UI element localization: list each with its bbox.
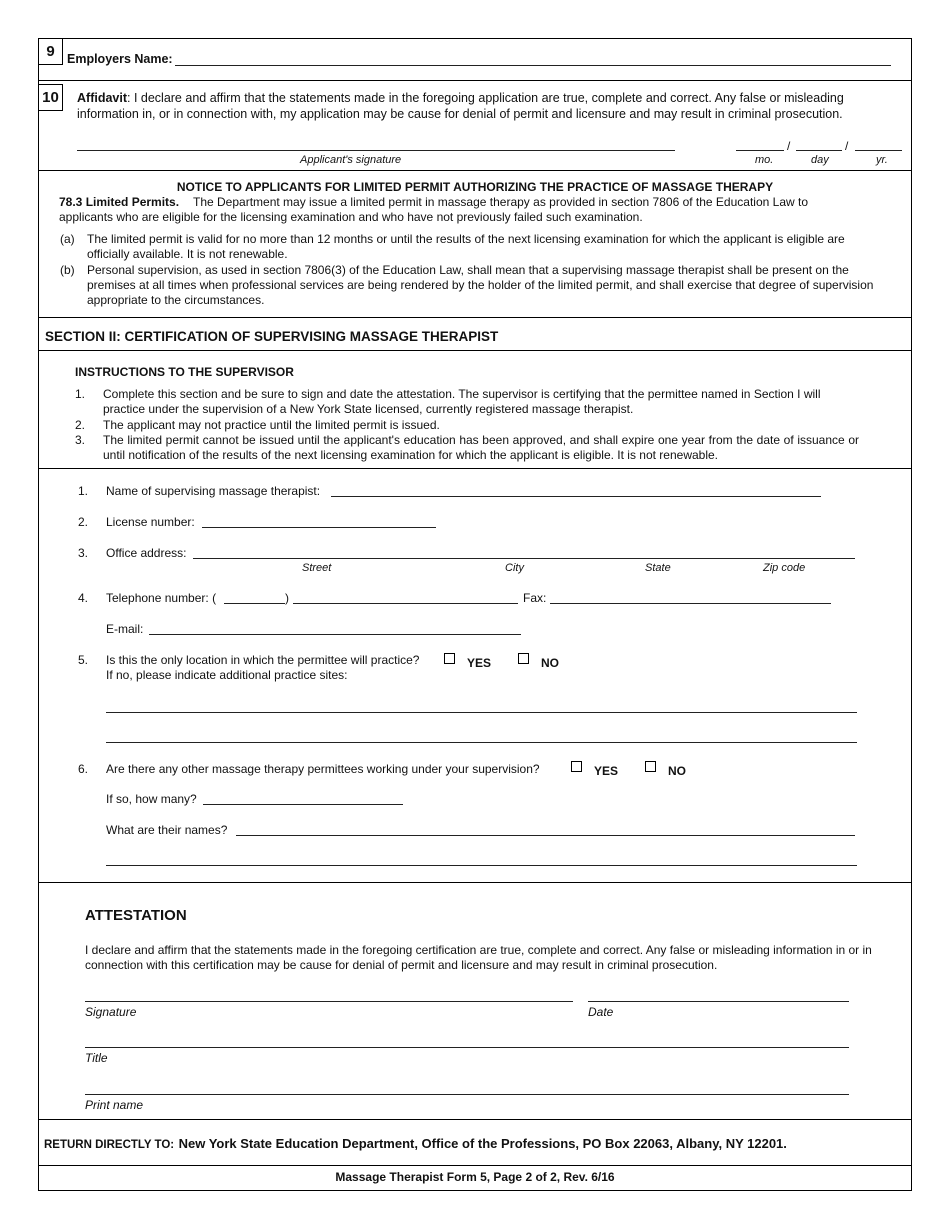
address-city-caption: City: [505, 562, 524, 574]
date-separator: /: [845, 139, 849, 153]
attestation-text: I declare and affirm that the statements made in the foregoing certification are true, complete and correct. Any false or misleading information in or in connection with this certification may be cause for denial of permit and licensure and may result in criminal prosecution.: [85, 943, 872, 972]
practice-sites-field[interactable]: [106, 742, 857, 743]
q1-number: 1.: [78, 484, 89, 498]
divider: [38, 468, 912, 469]
names-label: What are their names?: [106, 823, 228, 837]
office-address-field[interactable]: [193, 558, 855, 559]
date-separator: /: [787, 139, 791, 153]
applicant-signature-caption: Applicant's signature: [300, 154, 402, 166]
notice-item-a-text: The limited permit is valid for no more than 12 months or until the results of the next licensing examination for which the applicant is eligible are officially available. It is not renewable.: [87, 232, 845, 261]
print-name-field[interactable]: [85, 1094, 849, 1095]
q3-label: Office address:: [106, 546, 187, 560]
email-field[interactable]: [149, 634, 521, 635]
applicant-signature-field[interactable]: [77, 150, 675, 151]
telephone-field[interactable]: [293, 603, 518, 604]
attestation-signature-field[interactable]: [85, 1001, 573, 1002]
attestation-title-field[interactable]: [85, 1047, 849, 1048]
q5-yes-label: YES: [467, 656, 492, 670]
q5-yes-checkbox[interactable]: [444, 653, 455, 664]
date-day-field[interactable]: [796, 150, 842, 151]
employers-name-field[interactable]: [175, 65, 891, 66]
notice-title: NOTICE TO APPLICANTS FOR LIMITED PERMIT AUTHORIZING THE PRACTICE OF MASSAGE THERAPY: [176, 180, 774, 194]
instruction-3-text: The limited permit cannot be issued until the applicant's education has been approved, and shall expire one year from the date of issuance or until notification of the results of the next licensing examination for which the applicant is eligible. It is not renewable.: [103, 433, 859, 462]
q5-label: Is this the only location in which the permittee will practice?: [106, 653, 420, 667]
date-year-caption: yr.: [876, 154, 888, 166]
date-month-field[interactable]: [736, 150, 784, 151]
title-caption: Title: [85, 1051, 108, 1065]
fax-field[interactable]: [550, 603, 831, 604]
date-caption: Date: [588, 1005, 614, 1019]
affidavit-paragraph: [77, 91, 907, 122]
attestation-title: ATTESTATION: [85, 907, 187, 924]
fax-label: Fax:: [523, 591, 547, 605]
q2-label: License number:: [106, 515, 195, 529]
q5-no-checkbox[interactable]: [518, 653, 529, 664]
supervisor-name-field[interactable]: [331, 496, 821, 497]
q6-no-checkbox[interactable]: [645, 761, 656, 772]
area-code-field[interactable]: [224, 603, 285, 604]
q4-number: 4.: [78, 591, 89, 605]
item-10-number: 10: [38, 84, 63, 111]
how-many-field[interactable]: [203, 804, 403, 805]
affidavit-label: Affidavit: [77, 91, 127, 105]
instruction-3-marker: 3.: [75, 433, 86, 447]
q6-yes-label: YES: [594, 764, 619, 778]
date-year-field[interactable]: [855, 150, 902, 151]
print-name-caption: Print name: [85, 1098, 144, 1112]
divider: [38, 170, 912, 171]
date-day-caption: day: [811, 154, 829, 166]
address-street-caption: Street: [302, 562, 332, 574]
q5-sub-label: If no, please indicate additional practice sites:: [106, 668, 348, 682]
return-address-line: [44, 1135, 787, 1153]
divider: [38, 350, 912, 351]
divider: [38, 1119, 912, 1120]
names-field[interactable]: [106, 865, 857, 866]
regulation-text: The Department may issue a limited permit in massage therapy as provided in section 7806 of the Education Law to applicants who are eligible for the licensing examination and who have not previously failed such examination.: [59, 195, 808, 224]
signature-caption: Signature: [85, 1005, 137, 1019]
form-footer: Massage Therapist Form 5, Page 2 of 2, Rev. 6/16: [335, 1170, 615, 1184]
return-label: RETURN DIRECTLY TO:: [44, 1139, 175, 1151]
address-state-caption: State: [645, 562, 671, 574]
instruction-2-text: The applicant may not practice until the limited permit is issued.: [103, 418, 440, 432]
notice-item-a-marker: (a): [60, 232, 75, 246]
item-9-number: 9: [38, 38, 63, 65]
divider: [38, 317, 912, 318]
instruction-2-marker: 2.: [75, 418, 86, 432]
instructions-title: INSTRUCTIONS TO THE SUPERVISOR: [75, 365, 294, 379]
address-zip-caption: Zip code: [763, 562, 806, 574]
employers-name-label: Employers Name:: [67, 52, 173, 66]
section-2-title: SECTION II: CERTIFICATION OF SUPERVISING MASSAGE THERAPIST: [45, 329, 499, 344]
divider: [38, 80, 912, 81]
q6-yes-checkbox[interactable]: [571, 761, 582, 772]
q4-label: Telephone number: (: [106, 591, 217, 605]
how-many-label: If so, how many?: [106, 792, 197, 806]
q3-number: 3.: [78, 546, 89, 560]
q2-number: 2.: [78, 515, 89, 529]
notice-item-b-marker: (b): [60, 263, 75, 277]
q4-paren: ): [285, 591, 289, 605]
email-label: E-mail:: [106, 622, 144, 636]
q5-number: 5.: [78, 653, 89, 667]
q1-label: Name of supervising massage therapist:: [106, 484, 321, 498]
q5-no-label: NO: [541, 656, 559, 670]
q6-label: Are there any other massage therapy permittees working under your supervision?: [106, 762, 540, 776]
names-field[interactable]: [236, 835, 855, 836]
instruction-1-marker: 1.: [75, 387, 86, 401]
license-number-field[interactable]: [202, 527, 436, 528]
q6-number: 6.: [78, 762, 89, 776]
notice-item-b-text: Personal supervision, as used in section 7806(3) of the Education Law, shall mean that a supervising massage therapist shall be present on the premises at all times when professional services are being rendered by the holder of the limited permit, and shall exercise that degree of supervision appropriate to the circumstances.: [87, 263, 874, 307]
q6-no-label: NO: [668, 764, 686, 778]
regulation-label: 78.3 Limited Permits.: [59, 195, 180, 209]
practice-sites-field[interactable]: [106, 712, 857, 713]
date-month-caption: mo.: [755, 154, 774, 166]
attestation-date-field[interactable]: [588, 1001, 849, 1002]
return-address: New York State Education Department, Office of the Professions, PO Box 22063, Albany, NY 12201.: [178, 1136, 787, 1151]
instruction-1-text: Complete this section and be sure to sign and date the attestation. The supervisor is certifying that the permittee named in Section I will practice under the supervision of a New York State licensed, currently registered massage therapist.: [103, 387, 821, 416]
affidavit-text: : I declare and affirm that the statements made in the foregoing application are true, complete and correct. Any false or misleading information in, or in connection with, my application may be cause for denial of permit and licensure and may result in criminal prosecution.: [77, 91, 844, 121]
divider: [38, 1165, 912, 1166]
divider: [38, 882, 912, 883]
